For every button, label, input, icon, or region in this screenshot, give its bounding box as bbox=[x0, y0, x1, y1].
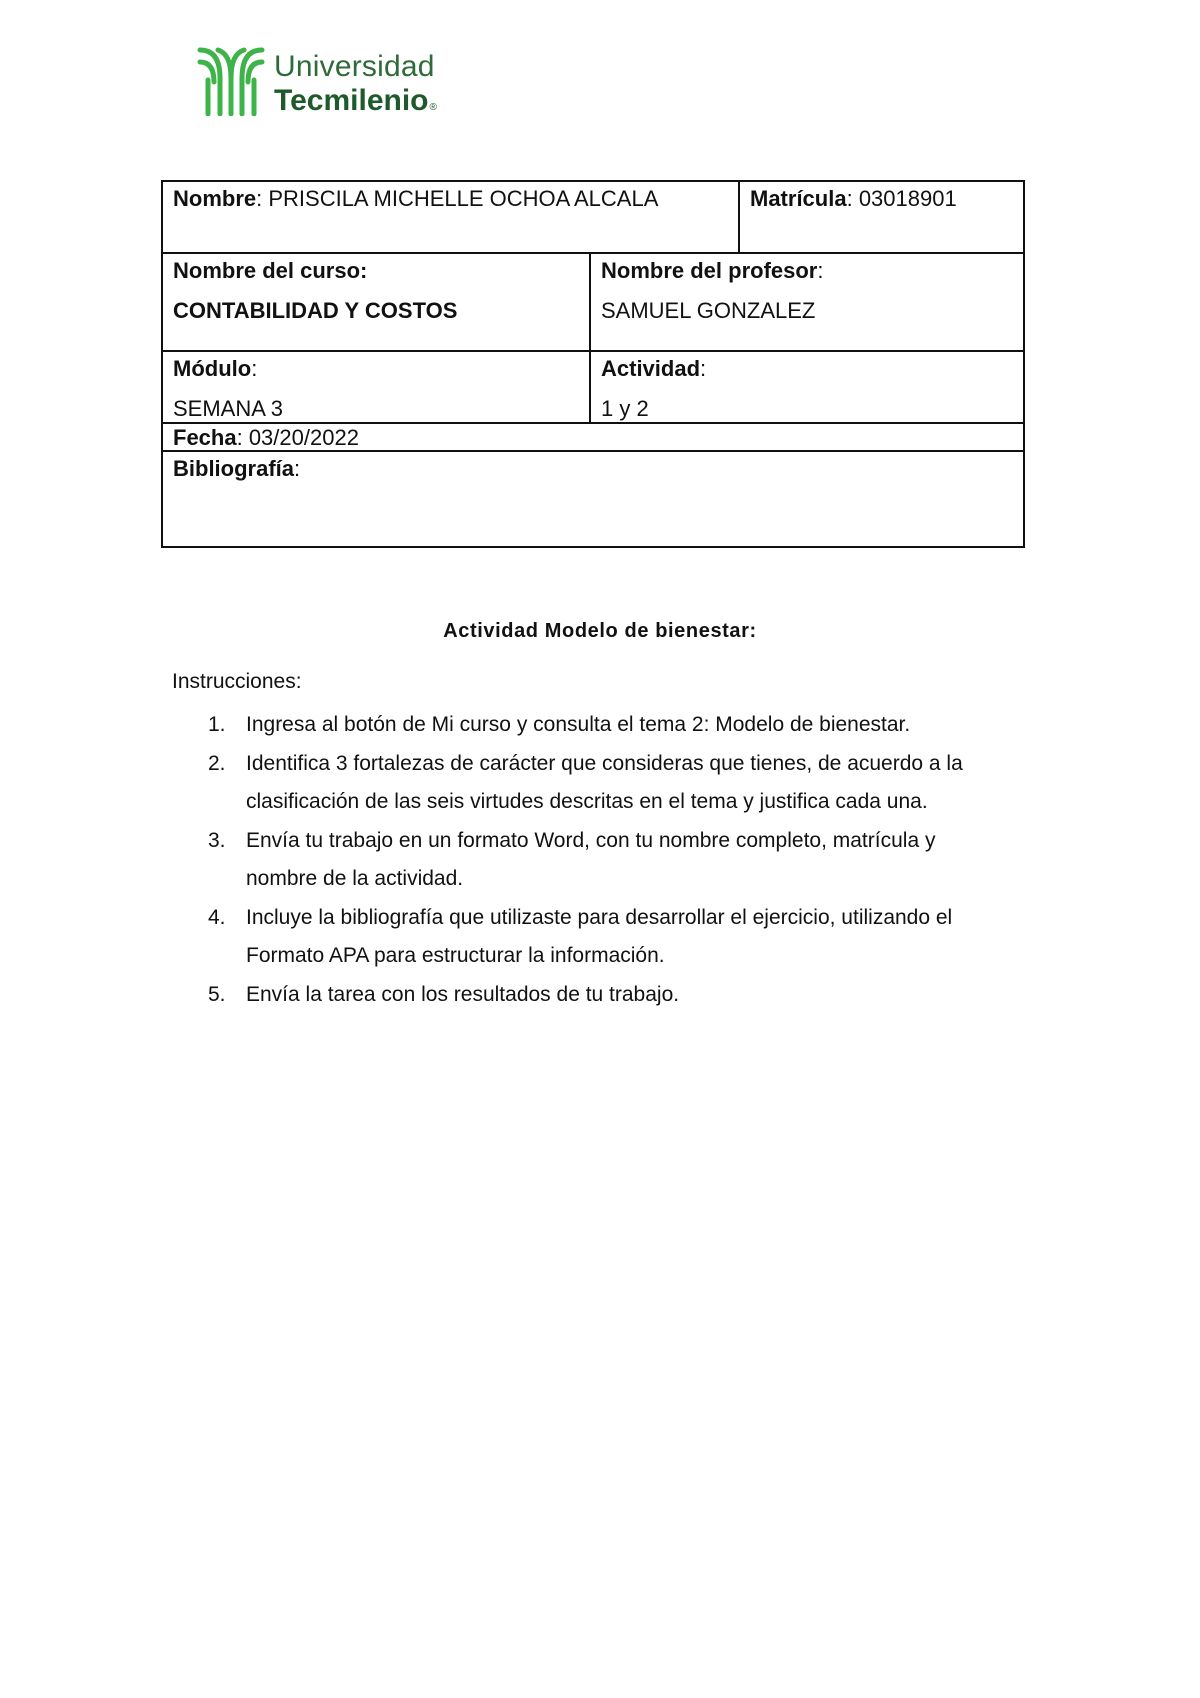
list-item-text: Formato APA para estructurar la información. bbox=[246, 944, 665, 967]
nombre-value: : PRISCILA MICHELLE OCHOA ALCALA bbox=[256, 186, 659, 211]
list-item-text: Incluye la bibliografía que utilizaste para desarrollar el ejercicio, utilizando el bbox=[246, 905, 953, 929]
registered-mark: ® bbox=[429, 102, 437, 113]
instructions-label: Instrucciones: bbox=[172, 670, 302, 693]
info-row-fecha bbox=[163, 424, 1023, 452]
profesor-value: SAMUEL GONZALEZ bbox=[601, 298, 816, 324]
info-row-nombre bbox=[163, 182, 1023, 254]
info-row-bibliografia bbox=[163, 452, 1023, 546]
actividad-cell bbox=[589, 352, 1023, 422]
list-item-text: clasificación de las seis virtudes descritas en el tema y justifica cada una. bbox=[246, 790, 928, 813]
profesor-label: Nombre del profesor bbox=[601, 258, 818, 283]
list-item bbox=[172, 976, 1032, 1015]
list-item bbox=[172, 745, 1032, 822]
nombre-label: Nombre bbox=[173, 186, 257, 211]
list-item-number: 2. bbox=[208, 751, 226, 775]
modulo-colon: : bbox=[251, 356, 258, 381]
info-row-modulo bbox=[163, 352, 1023, 424]
list-item-text: Identifica 3 fortalezas de carácter que consideras que tienes, de acuerdo a la bbox=[246, 751, 963, 775]
curso-cell bbox=[163, 254, 589, 350]
matricula-label: Matrícula bbox=[750, 186, 847, 211]
actividad-value: 1 y 2 bbox=[601, 396, 649, 422]
list-item bbox=[172, 899, 1032, 976]
list-item-number: 4. bbox=[208, 905, 226, 929]
curso-label: Nombre del curso: bbox=[173, 258, 368, 283]
modulo-label: Módulo bbox=[173, 356, 252, 381]
list-item-text: Envía tu trabajo en un formato Word, con tu nombre completo, matrícula y bbox=[246, 828, 936, 852]
matricula-cell bbox=[738, 182, 1023, 252]
profesor-colon: : bbox=[817, 258, 824, 283]
list-item-number: 3. bbox=[208, 828, 226, 852]
list-item-text: Envía la tarea con los resultados de tu trabajo. bbox=[246, 982, 680, 1006]
bibliografia-label: Bibliografía bbox=[173, 456, 295, 481]
logo-line-universidad: Universidad bbox=[274, 50, 435, 83]
list-item-text: Ingresa al botón de Mi curso y consulta el tema 2: Modelo de bienestar. bbox=[246, 713, 911, 736]
tecmilenio-logo-icon bbox=[196, 44, 266, 116]
modulo-value: SEMANA 3 bbox=[173, 396, 284, 422]
actividad-colon: : bbox=[700, 356, 707, 381]
bibliografia-colon: : bbox=[294, 456, 301, 481]
list-item bbox=[172, 706, 1032, 745]
list-item-number: 1. bbox=[208, 713, 226, 736]
university-logo bbox=[196, 40, 466, 120]
fecha-cell bbox=[163, 424, 1023, 450]
actividad-label: Actividad bbox=[601, 356, 701, 381]
modulo-cell bbox=[163, 352, 589, 422]
nombre-cell bbox=[163, 182, 738, 252]
fecha-label: Fecha bbox=[173, 425, 237, 450]
list-item-number: 5. bbox=[208, 982, 226, 1006]
student-info-table bbox=[161, 180, 1025, 548]
profesor-cell bbox=[589, 254, 1023, 350]
list-item-text: nombre de la actividad. bbox=[246, 867, 464, 890]
instructions-list bbox=[172, 706, 1032, 1014]
list-item bbox=[172, 822, 1032, 899]
info-row-curso bbox=[163, 254, 1023, 352]
logo-line-tecmilenio: Tecmilenio® bbox=[274, 84, 437, 117]
curso-value: CONTABILIDAD Y COSTOS bbox=[173, 298, 458, 324]
fecha-value: : 03/20/2022 bbox=[236, 425, 359, 450]
bibliografia-cell bbox=[163, 452, 1023, 546]
activity-title: Actividad Modelo de bienestar: bbox=[443, 620, 757, 642]
matricula-value: : 03018901 bbox=[846, 186, 957, 211]
